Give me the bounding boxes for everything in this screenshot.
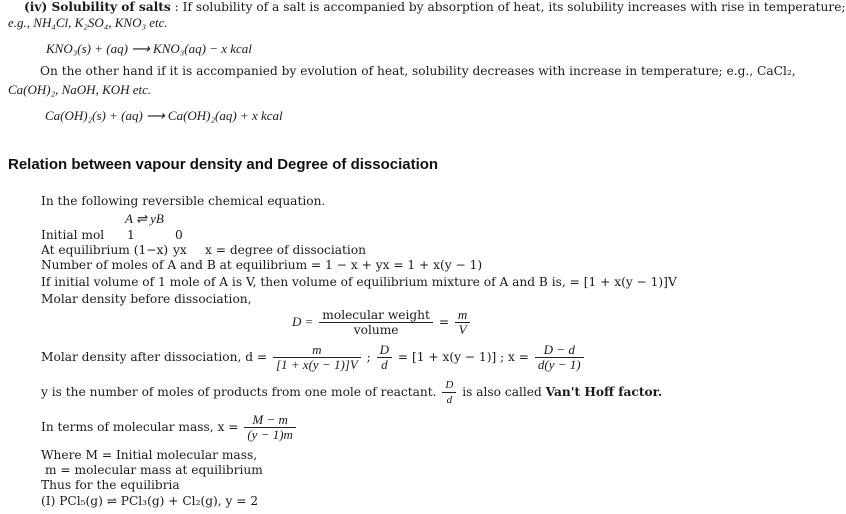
mw-fraction [319, 308, 433, 337]
moles-line: Number of moles of A and B at equilibrium = 1 − x + yx = 1 + x(y − 1) [41, 258, 483, 272]
x-denominator: d(y − 1) [537, 357, 581, 372]
solubility-eg-line: e.g., NH₄Cl, K₂SO₄, KNO₃ etc. [8, 15, 168, 30]
semicolon: ; [366, 350, 371, 364]
solubility-intro: : If solubility of a salt is accompanied by absorption of heat, its solubility increases with rise in temperature; [170, 0, 846, 14]
m-over-v-fraction [455, 308, 470, 337]
after-numerator: m [273, 343, 361, 358]
x-fraction [535, 343, 584, 372]
mass-fraction [244, 413, 296, 442]
d-ratio-numerator: D [377, 343, 392, 358]
y-definition: y is the number of moles of products from one mole of reactant. [41, 385, 437, 399]
solubility-title: (iv) Solubility of salts [24, 0, 171, 14]
before-label: Molar density before dissociation, [41, 292, 252, 306]
x-numerator: D − d [535, 343, 584, 358]
vant-hoff-pre: is also called [462, 385, 542, 399]
where-line: Where M = Initial molecular mass, [41, 448, 258, 462]
d-ratio-denominator: d [381, 357, 388, 372]
reaction-line: A ⇌ yB [125, 211, 164, 226]
initial-label: Initial mol [41, 228, 105, 242]
after-fraction [273, 343, 361, 372]
solubility-equation-1: KNO₃(s) + (aq) ⟶ KNO₃(aq) − x kcal [46, 41, 252, 56]
d-lhs: D = [292, 314, 314, 329]
vant-hoff-numerator: D [442, 378, 456, 393]
thus-line: Thus for the equilibria [41, 478, 180, 492]
initial-a-value: 1 [127, 228, 135, 242]
intro-line: In the following reversible chemical equation. [41, 194, 326, 208]
volume-line: If initial volume of 1 mole of A is V, then volume of equilibrium mixture of A and B is, = [1 + x(y − 1)]V [41, 275, 677, 289]
pcl5-equilibrium-line: (I) PCl₅(g) ⇌ PCl₃(g) + Cl₂(g), y = 2 [41, 494, 259, 508]
after-middle: = [1 + x(y − 1)] ; x = [397, 350, 530, 364]
solubility-intro-line [24, 0, 846, 15]
mass-label: In terms of molecular mass, x = [41, 420, 239, 434]
after-denominator: [1 + x(y − 1)]V [275, 357, 358, 372]
vant-hoff-term: Van't Hoff factor. [545, 385, 663, 399]
vant-hoff-fraction [442, 378, 456, 407]
v-denominator: V [458, 322, 467, 337]
mass-numerator: M − m [244, 413, 296, 428]
solubility-equation-2: Ca(OH)₂(s) + (aq) ⟶ Ca(OH)₂(aq) + x kcal [45, 108, 283, 123]
initial-b-value: 0 [175, 228, 183, 242]
after-label: Molar density after dissociation, d = [41, 350, 268, 364]
equilibrium-label: At equilibrium (1−x) [41, 243, 169, 257]
solubility-other-line-1: On the other hand if it is accompanied by evolution of heat, solubility decreases with increase in temperature; e.g., CaCl₂, [40, 64, 796, 78]
equilibrium-yx: yx [173, 243, 187, 257]
degree-definition: x = degree of dissociation [205, 243, 367, 257]
m-numerator: m [455, 308, 470, 323]
density-after-formula [41, 343, 586, 372]
equals-sign: = [438, 315, 450, 329]
density-before-formula [292, 308, 472, 337]
mw-numerator: molecular weight [319, 308, 433, 323]
mass-denominator: (y − 1)m [247, 427, 293, 442]
vant-hoff-denominator: d [446, 394, 453, 406]
molecular-mass-formula [41, 413, 298, 442]
d-ratio-fraction [377, 343, 392, 372]
vant-hoff-line [41, 378, 662, 407]
section-heading: Relation between vapour density and Degree of dissociation [8, 156, 439, 173]
solubility-other-line-2: Ca(OH)₂, NaOH, KOH etc. [8, 82, 152, 97]
m-definition-line: m = molecular mass at equilibrium [45, 463, 263, 477]
mw-denominator: volume [353, 323, 399, 337]
